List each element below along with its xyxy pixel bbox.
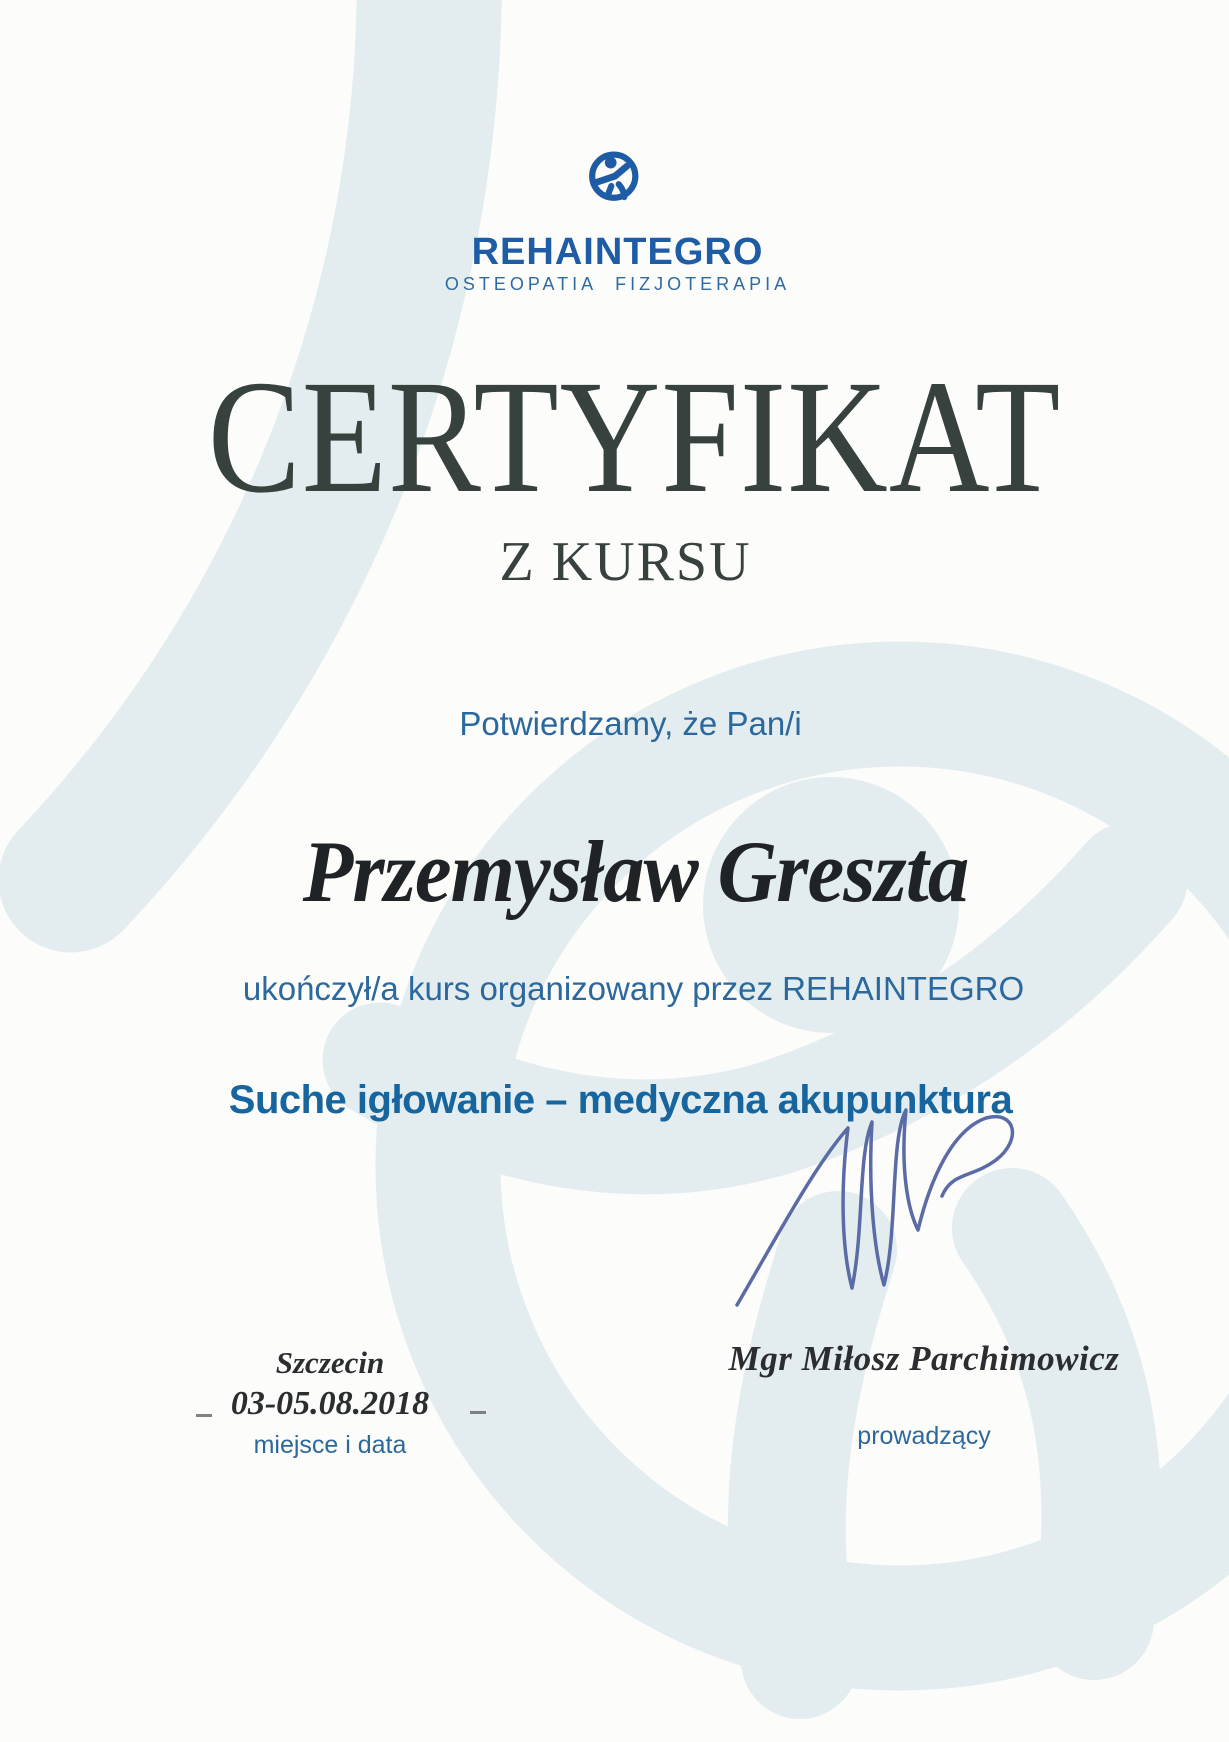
confirmation-line: Potwierdzamy, że Pan/i (459, 705, 802, 742)
brand-name: REHAINTEGRO (471, 231, 764, 273)
place-date-block (140, 1343, 520, 1465)
certificate-title: CERTYFIKAT (207, 347, 1062, 527)
completion-line: ukończył/a kurs organizowany przez REHAINTEGRO (242, 970, 1025, 1007)
place: Szczecin (275, 1345, 385, 1380)
recipient-name: Przemysław Greszta (302, 824, 969, 921)
figure-head (604, 157, 616, 169)
instructor-name: Mgr Miłosz Parchimowicz (728, 1339, 1120, 1378)
brand-tagline: OSTEOPATIA FIZJOTERAPIA (444, 274, 791, 294)
instructor-caption: prowadzący (857, 1422, 991, 1450)
date: 03-05.08.2018 (230, 1385, 430, 1422)
rehaintegro-figure-icon (578, 140, 652, 216)
certificate-subtitle: Z KURSU (499, 531, 752, 593)
course-title: Suche igłowanie – medyczna akupunktura (228, 1078, 1013, 1122)
place-date-caption: miejsce i data (253, 1431, 407, 1459)
instructor-block (724, 1338, 1124, 1456)
